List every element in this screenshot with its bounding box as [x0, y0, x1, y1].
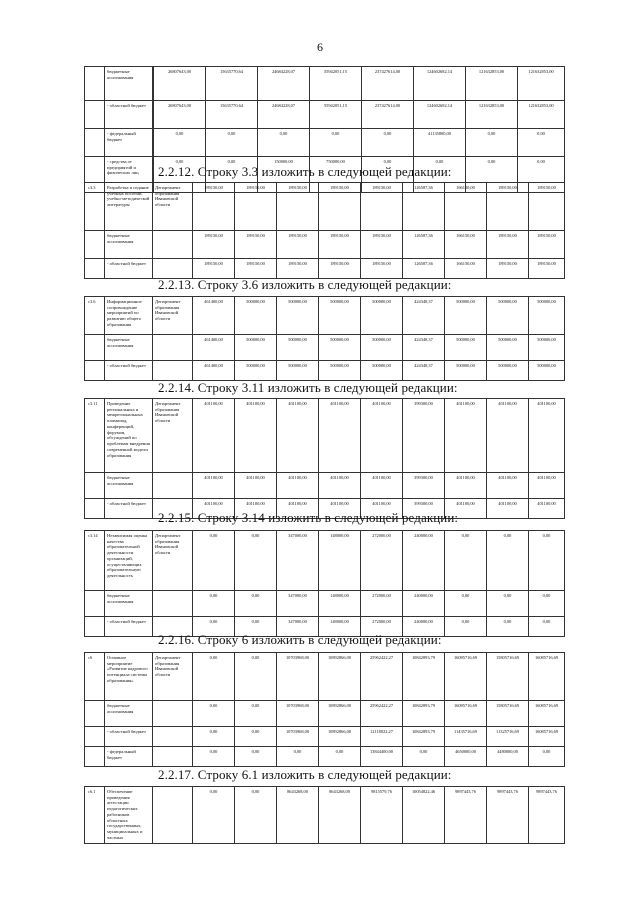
value-cell: 0,00 [403, 747, 445, 767]
table-row [85, 727, 565, 747]
value-cell: 0,00 [193, 747, 235, 767]
row-executor-cell [153, 591, 193, 617]
value-cell: 13844400,00 [361, 747, 403, 767]
section-heading: 2.2.14. Строку 3.11 изложить в следующей редакции: [158, 380, 458, 395]
table-row [85, 101, 565, 129]
value-cell: 0,00 [529, 591, 565, 617]
value-cell: 401100,00 [277, 499, 319, 519]
value-cell: 461400,00 [193, 297, 235, 335]
value-cell: 189150,00 [319, 259, 361, 279]
value-cell: 0,00 [235, 653, 277, 701]
value-cell: 0,00 [529, 617, 565, 637]
value-cell: 500000,00 [529, 297, 565, 335]
value-cell: 401100,00 [235, 473, 277, 499]
row-executor-cell [153, 701, 193, 727]
value-cell: 121632853,00 [466, 101, 518, 129]
value-cell: 189150,00 [193, 183, 235, 231]
value-cell: 0,00 [206, 129, 258, 157]
row-code-cell [85, 499, 105, 519]
value-cell: 10892866,00 [319, 727, 361, 747]
row-code-cell [85, 101, 105, 129]
value-cell: 189150,00 [277, 183, 319, 231]
value-cell: 0,00 [529, 747, 565, 767]
value-cell: 347000,00 [277, 591, 319, 617]
value-cell: 24684228,07 [258, 67, 310, 101]
value-cell: 41135800,00 [414, 129, 466, 157]
value-cell: 10892866,00 [319, 653, 361, 701]
value-cell: 399300,00 [403, 499, 445, 519]
table-row [85, 129, 565, 157]
row-code-cell [85, 701, 105, 727]
table-row [85, 361, 565, 381]
value-cell: 0,00 [445, 531, 487, 591]
value-cell: 401100,00 [445, 399, 487, 473]
value-cell: 10842893,79 [403, 653, 445, 701]
value-cell: 10703968,00 [277, 701, 319, 727]
value-cell: 189150,00 [235, 231, 277, 259]
row-name-cell: бюджетные ассигнования [105, 335, 153, 361]
value-cell: 272000,00 [361, 591, 403, 617]
value-cell: 500000,00 [529, 361, 565, 381]
value-cell: 0,00 [518, 129, 565, 157]
value-cell: 189150,00 [277, 259, 319, 279]
value-cell: 10892866,00 [319, 701, 361, 727]
row-code-cell: с6 [85, 653, 105, 701]
value-cell: 150000,00 [258, 157, 310, 193]
value-cell: 461400,00 [193, 335, 235, 361]
value-cell: 500000,00 [361, 297, 403, 335]
row-code-cell [85, 259, 105, 279]
value-cell: 401100,00 [277, 399, 319, 473]
row-name-cell: - областной бюджет [105, 101, 153, 129]
value-cell: 126587,36 [403, 259, 445, 279]
value-cell: 15635770,64 [206, 67, 258, 101]
row-executor-cell [153, 787, 193, 844]
section-heading: 2.2.17. Строку 6.1 изложить в следующей редакции: [158, 767, 452, 782]
value-cell: 401100,00 [319, 499, 361, 519]
value-cell: 500000,00 [235, 361, 277, 381]
value-cell: 126587,36 [403, 183, 445, 231]
value-cell: 8643268,00 [319, 787, 361, 844]
value-cell: 26807643,00 [154, 101, 206, 129]
value-cell: 189150,00 [277, 231, 319, 259]
data-table [84, 398, 565, 519]
value-cell: 237427614,00 [362, 101, 414, 129]
value-cell: 16085716,69 [445, 653, 487, 701]
value-cell: 0,00 [445, 617, 487, 637]
row-code-cell [85, 747, 105, 767]
value-cell: 189150,00 [193, 259, 235, 279]
value-cell: 500000,00 [235, 335, 277, 361]
value-cell: 189150,00 [361, 231, 403, 259]
value-cell: 24684228,07 [258, 101, 310, 129]
table-row [85, 183, 565, 231]
value-cell: 16085716,69 [529, 653, 565, 701]
value-cell: 189150,00 [319, 231, 361, 259]
value-cell: 0,00 [193, 787, 235, 844]
value-cell: 0,00 [466, 157, 518, 193]
row-name-cell: - средства от предприятий и физических лиц [105, 157, 153, 193]
value-cell: 237427614,00 [362, 67, 414, 101]
row-code-cell [85, 361, 105, 381]
value-cell: 16085716,69 [529, 701, 565, 727]
table-row [85, 399, 565, 473]
value-cell: 0,00 [277, 747, 319, 767]
value-cell: 26807643,00 [154, 67, 206, 101]
row-executor-cell [153, 335, 193, 361]
table-row [85, 591, 565, 617]
row-name-cell: - областной бюджет [105, 361, 153, 381]
table-row [85, 259, 565, 279]
value-cell: 347000,00 [277, 531, 319, 591]
value-cell: 399300,00 [403, 399, 445, 473]
table-row [85, 531, 565, 591]
value-cell: 166150,00 [445, 231, 487, 259]
value-cell: 189150,00 [319, 183, 361, 231]
value-cell: 500000,00 [277, 361, 319, 381]
value-cell: 15805716,69 [487, 701, 529, 727]
row-name-cell: Проведение региональных и межрегиональных олимпиад, конференций, форумов, обсуждений по проблемам внедрения современной модели образования [105, 399, 153, 473]
value-cell: 189150,00 [487, 259, 529, 279]
value-cell: 9897443,76 [529, 787, 565, 844]
value-cell: 0,00 [193, 653, 235, 701]
value-cell: 500000,00 [361, 335, 403, 361]
row-executor-cell: Департамент образования Ивановской области [153, 399, 193, 473]
row-name-cell: бюджетные ассигнования [105, 701, 153, 727]
table-row [85, 653, 565, 701]
value-cell: 424348,37 [403, 297, 445, 335]
value-cell: 189150,00 [235, 259, 277, 279]
value-cell: 401100,00 [361, 499, 403, 519]
value-cell: 15635770,64 [206, 101, 258, 129]
section-heading: 2.2.12. Строку 3.3 изложить в следующей редакции: [158, 164, 452, 179]
value-cell: 166150,00 [445, 183, 487, 231]
value-cell: 0,00 [487, 591, 529, 617]
row-executor-cell [153, 727, 193, 747]
value-cell: 0,00 [193, 531, 235, 591]
value-cell: 401100,00 [487, 399, 529, 473]
row-executor-cell: Департамент образования Ивановской области [153, 297, 193, 335]
value-cell: 8643268,00 [277, 787, 319, 844]
value-cell: 272000,00 [361, 531, 403, 591]
value-cell: 500000,00 [445, 361, 487, 381]
value-cell: 189150,00 [529, 231, 565, 259]
data-table [84, 296, 565, 381]
value-cell: 401100,00 [529, 399, 565, 473]
table-row [85, 747, 565, 767]
value-cell: 401100,00 [445, 499, 487, 519]
value-cell: 0,00 [487, 531, 529, 591]
value-cell: 0,00 [310, 129, 362, 157]
row-executor-cell: Департамент образования Ивановской области [153, 531, 193, 591]
row-name-cell: - областной бюджет [105, 259, 153, 279]
value-cell: 500000,00 [319, 297, 361, 335]
row-code-cell: с6.1 [85, 787, 105, 844]
value-cell: 401100,00 [361, 473, 403, 499]
value-cell: 4480000,00 [487, 747, 529, 767]
row-name-cell: Основное мероприятие «Развитие кадрового потенциала системы образования» [105, 653, 153, 701]
table-row [85, 67, 565, 101]
row-code-cell [85, 473, 105, 499]
value-cell: 500000,00 [487, 297, 529, 335]
value-cell: 401100,00 [319, 399, 361, 473]
value-cell: 0,00 [193, 617, 235, 637]
value-cell: 0,00 [529, 531, 565, 591]
value-cell: 9897443,76 [487, 787, 529, 844]
row-name-cell: - федеральный бюджет [105, 747, 153, 767]
value-cell: 500000,00 [277, 335, 319, 361]
value-cell: 189150,00 [235, 183, 277, 231]
row-code-cell: с3.6 [85, 297, 105, 335]
row-name-cell: бюджетные ассигнования [105, 473, 153, 499]
value-cell: 500000,00 [235, 297, 277, 335]
value-cell: 55942051,15 [310, 67, 362, 101]
value-cell: 500000,00 [529, 335, 565, 361]
row-name-cell: Обеспечение проведения аттестации педагогических работников областных государственных, муниципальных и частных [105, 787, 153, 844]
row-code-cell [85, 727, 105, 747]
value-cell: 189150,00 [529, 183, 565, 231]
value-cell: 0,00 [193, 727, 235, 747]
value-cell: 401100,00 [235, 399, 277, 473]
value-cell: 0,00 [235, 727, 277, 747]
value-cell: 124602682,14 [414, 67, 466, 101]
row-executor-cell [153, 231, 193, 259]
row-code-cell: с3.14 [85, 531, 105, 591]
value-cell: 500000,00 [361, 361, 403, 381]
value-cell: 401100,00 [361, 399, 403, 473]
row-executor-cell [153, 473, 193, 499]
value-cell: 121632853,00 [518, 101, 565, 129]
value-cell: 0,00 [445, 591, 487, 617]
value-cell: 0,00 [235, 591, 277, 617]
section-heading: 2.2.13. Строку 3.6 изложить в следующей редакции: [158, 277, 452, 292]
value-cell: 124602682,14 [414, 101, 466, 129]
value-cell: 0,00 [235, 617, 277, 637]
value-cell: 126587,36 [403, 231, 445, 259]
row-code-cell: с3.11 [85, 399, 105, 473]
value-cell: 0,00 [362, 157, 414, 193]
value-cell: 121632853,00 [518, 67, 565, 101]
value-cell: 0,00 [235, 787, 277, 844]
value-cell: 0,00 [487, 617, 529, 637]
value-cell: 401100,00 [529, 473, 565, 499]
section-heading: 2.2.16. Строку 6 изложить в следующей редакции: [158, 632, 442, 647]
value-cell: 0,00 [235, 701, 277, 727]
row-code-cell [85, 67, 105, 101]
value-cell: 272000,00 [361, 617, 403, 637]
value-cell: 16085716,69 [445, 701, 487, 727]
row-name-cell: бюджетные ассигнования [105, 67, 153, 101]
row-name-cell: бюджетные ассигнования [105, 231, 153, 259]
row-name-cell: - федеральный бюджет [105, 129, 153, 157]
value-cell: 0,00 [414, 157, 466, 193]
value-cell: 750000,00 [310, 157, 362, 193]
section-heading: 2.2.15. Строку 3.14 изложить в следующей редакции: [158, 510, 459, 525]
value-cell: 500000,00 [277, 297, 319, 335]
value-cell: 0,00 [466, 129, 518, 157]
value-cell: 0,00 [235, 531, 277, 591]
value-cell: 500000,00 [487, 335, 529, 361]
value-cell: 0,00 [206, 157, 258, 193]
value-cell: 401100,00 [529, 499, 565, 519]
value-cell: 148000,00 [319, 591, 361, 617]
value-cell: 401100,00 [193, 499, 235, 519]
value-cell: 240000,00 [403, 617, 445, 637]
value-cell: 401100,00 [487, 499, 529, 519]
row-name-cell: - областной бюджет [105, 617, 153, 637]
value-cell: 25962422,27 [361, 653, 403, 701]
value-cell: 10842893,79 [403, 701, 445, 727]
value-cell: 401100,00 [235, 499, 277, 519]
value-cell: 10703968,00 [277, 653, 319, 701]
data-table [84, 786, 565, 844]
value-cell: 500000,00 [487, 361, 529, 381]
value-cell: 55942051,15 [310, 101, 362, 129]
value-cell: 189150,00 [487, 183, 529, 231]
value-cell: 401100,00 [193, 399, 235, 473]
row-name-cell: Разработка и издание учебных пособий, учебно-методической литературы [105, 183, 153, 231]
value-cell: 166150,00 [445, 259, 487, 279]
value-cell: 10703968,00 [277, 727, 319, 747]
table-row [85, 297, 565, 335]
value-cell: 424348,37 [403, 335, 445, 361]
value-cell: 10842893,79 [403, 727, 445, 747]
value-cell: 347000,00 [277, 617, 319, 637]
table-row [85, 787, 565, 844]
table-row [85, 701, 565, 727]
value-cell: 0,00 [319, 747, 361, 767]
value-cell: 9897443,76 [445, 787, 487, 844]
row-name-cell: Информационное сопровождение мероприятий по развитию общего образования [105, 297, 153, 335]
row-code-cell: с3.3 [85, 183, 105, 231]
table-row [85, 473, 565, 499]
row-executor-cell: Департамент образования Ивановской области [153, 183, 193, 231]
row-code-cell [85, 129, 105, 157]
value-cell: 16085716,69 [529, 727, 565, 747]
value-cell: 121632853,00 [466, 67, 518, 101]
value-cell: 0,00 [193, 591, 235, 617]
value-cell: 0,00 [258, 129, 310, 157]
value-cell: 148000,00 [319, 531, 361, 591]
value-cell: 0,00 [235, 747, 277, 767]
row-executor-cell [153, 361, 193, 381]
value-cell: 401100,00 [193, 473, 235, 499]
value-cell: 11325716,69 [487, 727, 529, 747]
value-cell: 0,00 [154, 157, 206, 193]
value-cell: 10054822,46 [403, 787, 445, 844]
value-cell: 500000,00 [445, 297, 487, 335]
value-cell: 401100,00 [319, 473, 361, 499]
value-cell: 424348,37 [403, 361, 445, 381]
value-cell: 11435716,69 [445, 727, 487, 747]
row-code-cell [85, 231, 105, 259]
row-code-cell [85, 617, 105, 637]
value-cell: 189150,00 [487, 231, 529, 259]
value-cell: 189150,00 [361, 259, 403, 279]
row-name-cell: - областной бюджет [105, 499, 153, 519]
value-cell: 0,00 [518, 157, 565, 193]
value-cell: 500000,00 [319, 361, 361, 381]
value-cell: 401100,00 [445, 473, 487, 499]
value-cell: 401100,00 [277, 473, 319, 499]
value-cell: 0,00 [362, 129, 414, 157]
value-cell: 9815579,76 [361, 787, 403, 844]
data-table [84, 530, 565, 637]
value-cell: 189150,00 [529, 259, 565, 279]
value-cell: 12118022,27 [361, 727, 403, 747]
table-row [85, 335, 565, 361]
value-cell: 148000,00 [319, 617, 361, 637]
row-executor-cell: Департамент образования Ивановской области [153, 653, 193, 701]
data-table [84, 182, 565, 279]
value-cell: 500000,00 [445, 335, 487, 361]
value-cell: 240000,00 [403, 591, 445, 617]
row-name-cell: Независимая оценка качества образовательной деятельности организаций, осуществляющих образовательную деятельность [105, 531, 153, 591]
table-row [85, 231, 565, 259]
value-cell: 461400,00 [193, 361, 235, 381]
value-cell: 500000,00 [319, 335, 361, 361]
row-executor-cell [153, 747, 193, 767]
value-cell: 4650000,00 [445, 747, 487, 767]
value-cell: 401100,00 [487, 473, 529, 499]
row-executor-cell [153, 259, 193, 279]
data-table [84, 652, 565, 767]
value-cell: 15805716,69 [487, 653, 529, 701]
value-cell: 25962422,27 [361, 701, 403, 727]
row-code-cell [85, 591, 105, 617]
row-name-cell: бюджетные ассигнования [105, 591, 153, 617]
row-name-cell: - областной бюджет [105, 727, 153, 747]
value-cell: 0,00 [193, 701, 235, 727]
value-cell: 240000,00 [403, 531, 445, 591]
row-code-cell [85, 335, 105, 361]
value-cell: 399300,00 [403, 473, 445, 499]
value-cell: 189150,00 [361, 183, 403, 231]
value-cell: 189150,00 [193, 231, 235, 259]
page-number: 6 [317, 40, 323, 54]
value-cell: 0,00 [154, 129, 206, 157]
